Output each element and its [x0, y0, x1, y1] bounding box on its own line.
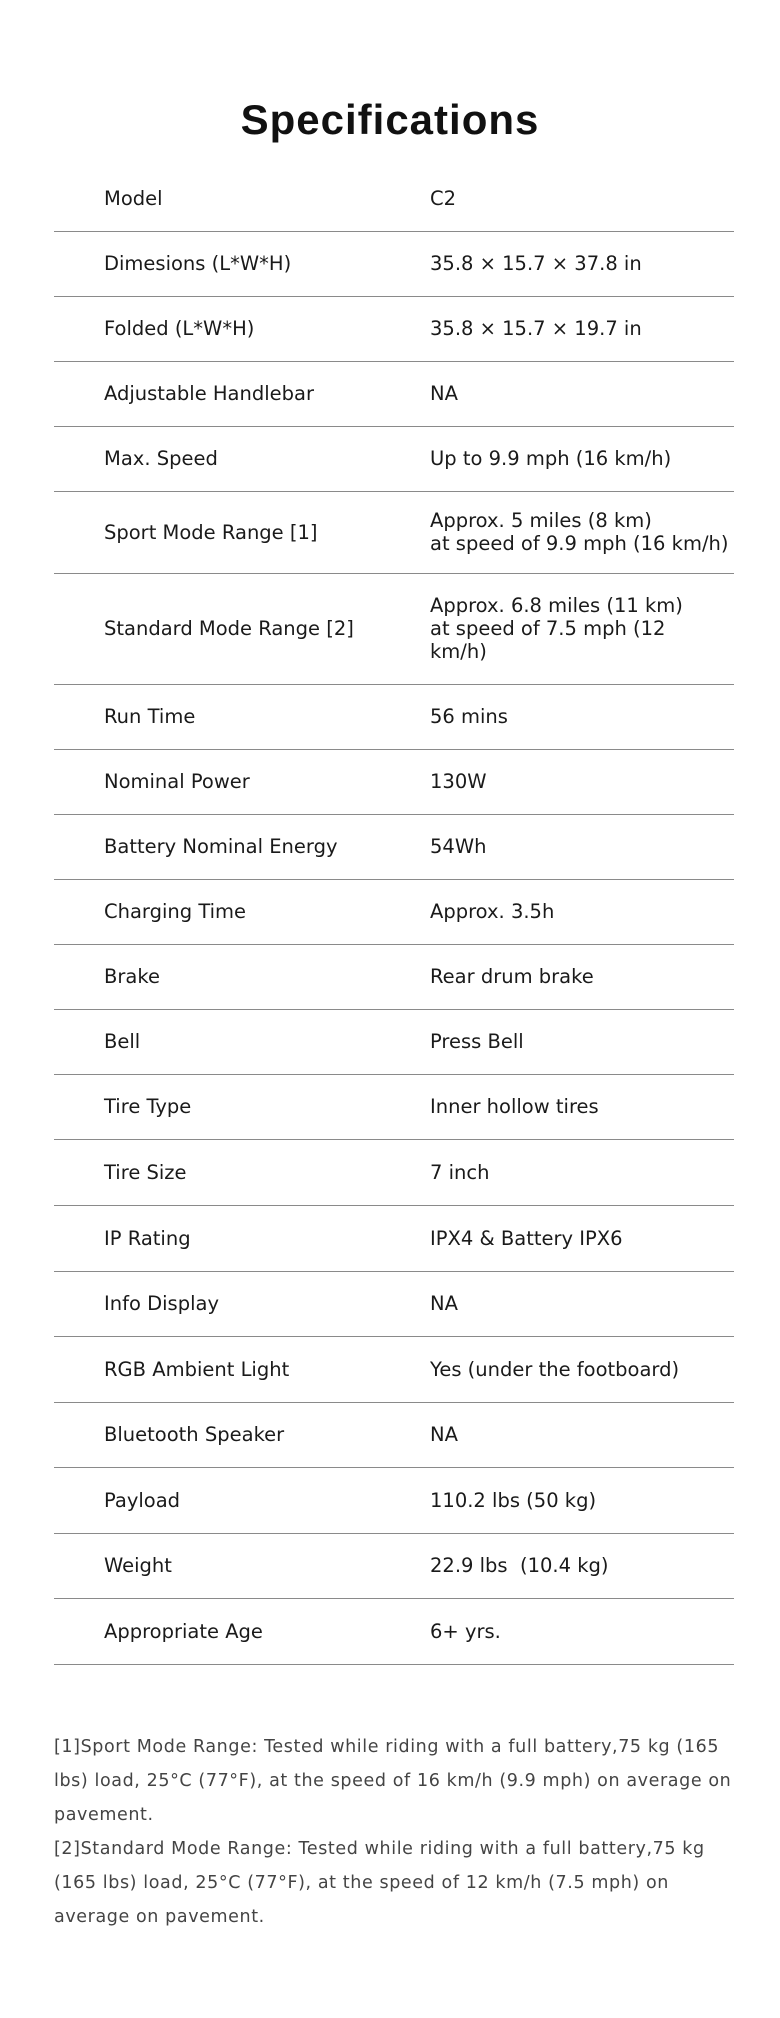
spec-value: Rear drum brake — [430, 965, 594, 988]
spec-value: 22.9 lbs (10.4 kg) — [430, 1554, 609, 1577]
spec-value: C2 — [430, 186, 457, 210]
spec-label: Weight — [104, 1554, 172, 1577]
spec-label: Appropriate Age — [104, 1619, 263, 1643]
spec-row-charging-time — [54, 879, 734, 944]
spec-row-model — [54, 166, 734, 231]
spec-value: 35.8 × 15.7 × 37.8 in — [430, 252, 642, 275]
spec-row-nominal-power — [54, 749, 734, 814]
spec-value: 35.8 × 15.7 × 19.7 in — [430, 317, 642, 340]
spec-value: Approx. 3.5h — [430, 900, 555, 923]
spec-row-max-speed — [54, 426, 734, 491]
spec-label: Info Display — [104, 1292, 219, 1315]
spec-row-dimensions — [54, 231, 734, 296]
spec-value: Up to 9.9 mph (16 km/h) — [430, 447, 672, 470]
spec-label: Charging Time — [104, 900, 247, 923]
spec-value: 6+ yrs. — [430, 1619, 501, 1643]
spec-label: Battery Nominal Energy — [104, 835, 338, 858]
spec-label: Max. Speed — [104, 447, 218, 470]
spec-row-adjustable-handlebar — [54, 361, 734, 426]
spec-row-rgb-ambient-light — [54, 1336, 734, 1402]
spec-row-sport-mode-range — [54, 491, 734, 573]
spec-label: Sport Mode Range [1] — [104, 520, 318, 544]
spec-label: Model — [104, 186, 163, 210]
spec-label: Bell — [104, 1030, 141, 1053]
spec-label: RGB Ambient Light — [104, 1357, 290, 1381]
spec-label: Bluetooth Speaker — [104, 1423, 285, 1446]
spec-value: IPX4 & Battery IPX6 — [430, 1226, 623, 1250]
spec-row-ip-rating — [54, 1205, 734, 1271]
spec-row-brake — [54, 944, 734, 1009]
spec-row-tire-type — [54, 1074, 734, 1139]
spec-label: Dimesions (L*W*H) — [104, 252, 292, 275]
spec-row-run-time — [54, 684, 734, 749]
spec-row-bell — [54, 1009, 734, 1074]
spec-value: Inner hollow tires — [430, 1095, 599, 1118]
spec-value — [430, 491, 734, 573]
spec-row-info-display — [54, 1271, 734, 1336]
spec-row-standard-mode-range — [54, 573, 734, 684]
footnote-standard-mode-range: [2]Standard Mode Range: Tested while riding with a full battery,75 kg (165 lbs) load, 25°C (77°F), at the speed of 12 km/h (7.5 mph) on average on pavement. — [54, 1839, 705, 1927]
spec-value-line: Approx. 5 miles (8 km) — [430, 509, 652, 532]
spec-value — [430, 573, 734, 684]
spec-value: 130W — [430, 770, 487, 793]
spec-label: Brake — [104, 965, 160, 988]
spec-value-line: at speed of 7.5 mph (12 — [430, 617, 666, 640]
spec-value: 56 mins — [430, 705, 508, 728]
spec-label: Standard Mode Range [2] — [104, 617, 354, 640]
spec-row-weight — [54, 1533, 734, 1598]
specifications-table — [54, 166, 734, 1665]
spec-value: Yes (under the footboard) — [430, 1357, 680, 1381]
spec-row-tire-size — [54, 1139, 734, 1205]
footnotes — [54, 1730, 734, 1934]
spec-label: Tire Size — [104, 1160, 187, 1184]
spec-row-appropriate-age — [54, 1598, 734, 1664]
page-title: Specifications — [240, 96, 540, 143]
spec-value: NA — [430, 382, 458, 405]
spec-row-battery-nominal-energy — [54, 814, 734, 879]
spec-label: Nominal Power — [104, 770, 250, 793]
spec-label: Run Time — [104, 705, 196, 728]
spec-label: Adjustable Handlebar — [104, 382, 315, 405]
spec-value: NA — [430, 1423, 458, 1446]
spec-row-folded — [54, 296, 734, 361]
spec-label: Payload — [104, 1488, 181, 1512]
spec-value-line: km/h) — [430, 640, 487, 663]
spec-value-line: at speed of 9.9 mph (16 km/h) — [430, 532, 729, 555]
footnote-sport-mode-range: [1]Sport Mode Range: Tested while riding with a full battery,75 kg (165 lbs) load, 25°C (77°F), at the speed of 16 km/h (9.9 mph) on average on pavement. — [54, 1737, 732, 1825]
spec-value: Press Bell — [430, 1030, 524, 1053]
spec-label: IP Rating — [104, 1226, 191, 1250]
spec-value-line: Approx. 6.8 miles (11 km) — [430, 594, 683, 617]
spec-value: 110.2 lbs (50 kg) — [430, 1488, 597, 1512]
spec-row-bluetooth-speaker — [54, 1402, 734, 1467]
spec-label: Folded (L*W*H) — [104, 317, 255, 340]
spec-value: NA — [430, 1292, 458, 1315]
spec-label: Tire Type — [104, 1095, 192, 1118]
spec-value: 54Wh — [430, 835, 487, 858]
spec-row-payload — [54, 1467, 734, 1533]
spec-value: 7 inch — [430, 1160, 490, 1184]
